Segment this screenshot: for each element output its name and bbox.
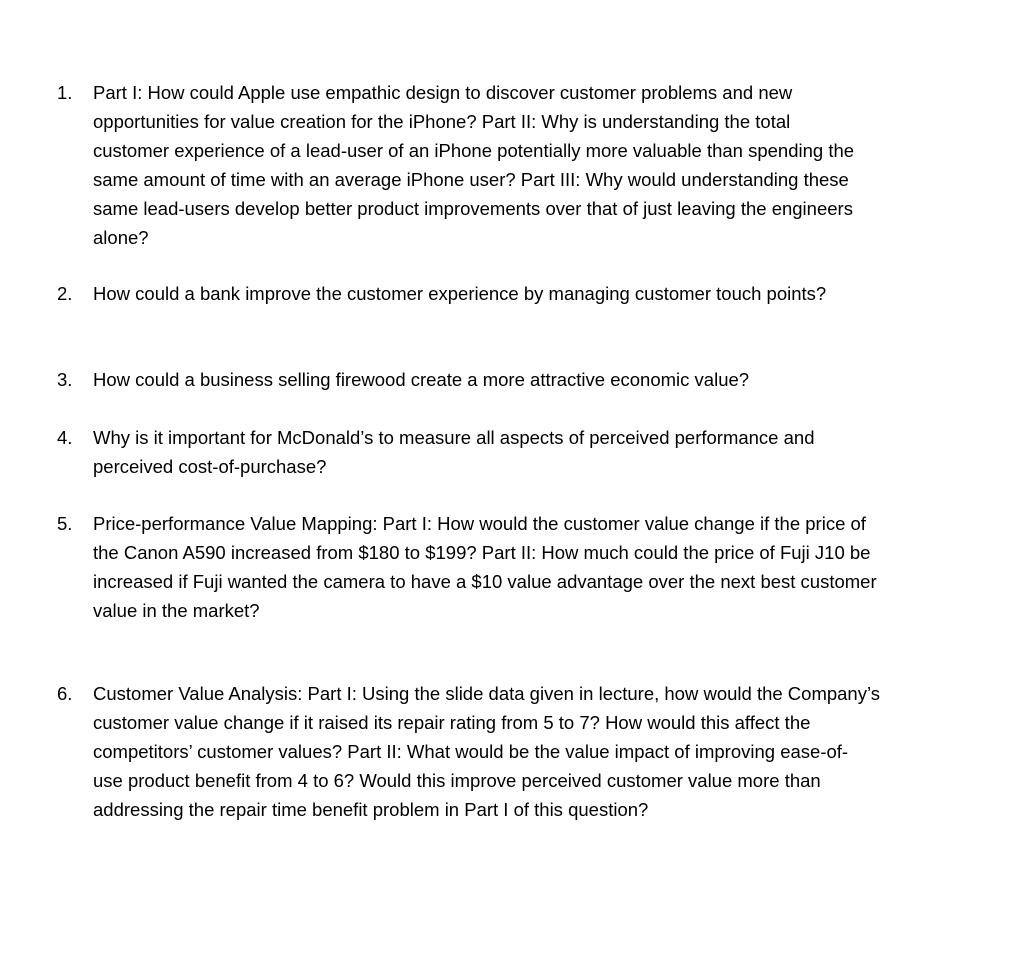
question-number: 4.	[57, 427, 73, 448]
question-number: 2.	[57, 283, 73, 304]
question-5	[57, 509, 957, 625]
question-2	[57, 279, 957, 308]
question-text: Customer Value Analysis: Part I: Using the slide data given in lecture, how would the Company’s customer value change if it raised its repair rating from 5 to 7? How would this affect the competitors’ customer values? Part II: What would be the value impact of improving ease-of- use product benefit from 4 to 6? Would this improve perceived customer value more than addressing the repair time benefit problem in Part I of this question?	[93, 683, 880, 820]
question-text: How could a business selling firewood create a more attractive economic value?	[93, 369, 750, 390]
question-text: Why is it important for McDonald’s to measure all aspects of perceived performance and perceived cost-of-purchase?	[93, 427, 815, 477]
question-number: 6.	[57, 683, 73, 704]
question-text: Part I: How could Apple use empathic design to discover customer problems and new opportunities for value creation for the iPhone? Part II: Why is understanding the total customer experience of a lead-user of an iPhone potentially more valuable than spending the same amount of time with an average iPhone user? Part III: Why would understanding these same lead-users develop better product improvements over that of just leaving the engineers alone?	[93, 82, 855, 248]
question-6	[57, 679, 957, 824]
question-text: How could a bank improve the customer experience by managing customer touch points?	[93, 283, 827, 304]
question-number: 3.	[57, 369, 73, 390]
question-number: 5.	[57, 513, 73, 534]
question-number: 1.	[57, 82, 73, 103]
question-3	[57, 365, 957, 394]
question-text: Price-performance Value Mapping: Part I: How would the customer value change if the price of the Canon A590 increased from $180 to $199? Part II: How much could the price of Fuji J10 be increased if Fuji wanted the camera to have a $10 value advantage over the next best customer value in the market?	[93, 513, 877, 621]
question-1	[57, 78, 957, 252]
question-4	[57, 423, 957, 481]
